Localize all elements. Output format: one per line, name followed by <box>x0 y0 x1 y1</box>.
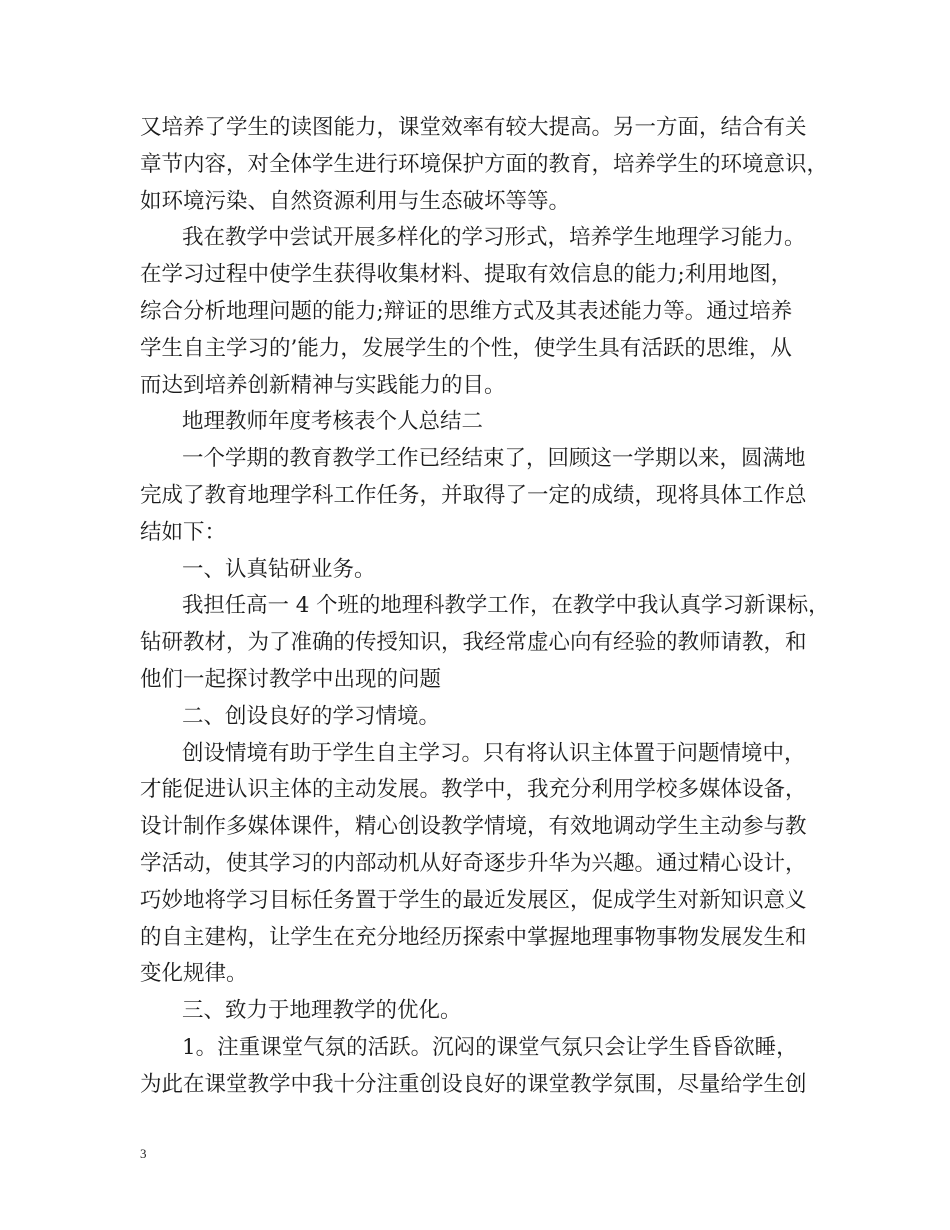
text-line: 钻研教材，为了准确的传授知识，我经常虚心向有经验的教师请教，和 <box>140 630 807 656</box>
text-line: 地理教师年度考核表个人总结二 <box>182 409 484 435</box>
text-line: 设计制作多媒体课件，精心创设教学情境，有效地调动学生主动参与教 <box>140 814 807 840</box>
text-line: 我担任高一 4 个班的地理科教学工作，在教学中我认真学习新课标， <box>182 593 830 619</box>
text-line: 三、致力于地理教学的优化。 <box>182 998 462 1024</box>
text-line: 又培养了学生的读图能力，课堂效率有较大提高。另一方面，结合有关 <box>140 115 807 140</box>
text-line: 我在教学中尝试开展多样化的学习形式，培养学生地理学习能力。 <box>182 225 806 251</box>
text-line: 而达到培养创新精神与实践能力的目。 <box>140 372 506 398</box>
text-line: 巧妙地将学习目标任务置于学生的最近发展区，促成学生对新知识意义 <box>140 887 807 913</box>
text-line: 1。注重课堂气氛的活跃。沉闷的课堂气氛只会让学生昏昏欲睡， <box>182 1034 798 1060</box>
text-line: 的自主建构，让学生在充分地经历探索中掌握地理事物事物发展发生和 <box>140 924 807 950</box>
text-line: 章节内容，对全体学生进行环境保护方面的教育，培养学生的环境意识， <box>140 151 829 177</box>
text-line: 综合分析地理问题的能力;辩证的思维方式及其表述能力等。通过培养 <box>140 298 793 324</box>
document-body <box>140 110 830 1104</box>
text-line: 他们一起探讨教学中出现的问题 <box>140 666 442 692</box>
text-line: 学生自主学习的’能力，发展学生的个性，使学生具有活跃的思维，从 <box>140 335 792 361</box>
text-line: 为此在课堂教学中我十分注重创设良好的课堂教学氛围，尽量给学生创 <box>140 1071 807 1097</box>
text-line: 创设情境有助于学生自主学习。只有将认识主体置于问题情境中， <box>182 740 806 766</box>
text-line: 一个学期的教育教学工作已经结束了，回顾这一学期以来，圆满地 <box>182 446 806 472</box>
text-line: 变化规律。 <box>140 961 248 987</box>
page-number: 3 <box>140 1146 147 1161</box>
text-line: 结如下： <box>140 519 227 545</box>
text-line: 完成了教育地理学科工作任务，并取得了一定的成绩，现将具体工作总 <box>140 482 807 508</box>
text-line: 学活动，使其学习的内部动机从好奇逐步升华为兴趣。通过精心设计， <box>140 850 807 876</box>
text-line: 在学习过程中使学生获得收集材料、提取有效信息的能力;利用地图， <box>140 262 793 288</box>
text-line: 才能促进认识主体的主动发展。教学中，我充分利用学校多媒体设备， <box>140 777 807 803</box>
text-line: 一、认真钻研业务。 <box>182 556 376 582</box>
text-line: 二、创设良好的学习情境。 <box>182 703 441 729</box>
text-line: 如环境污染、自然资源利用与生态破坏等等。 <box>140 188 571 214</box>
